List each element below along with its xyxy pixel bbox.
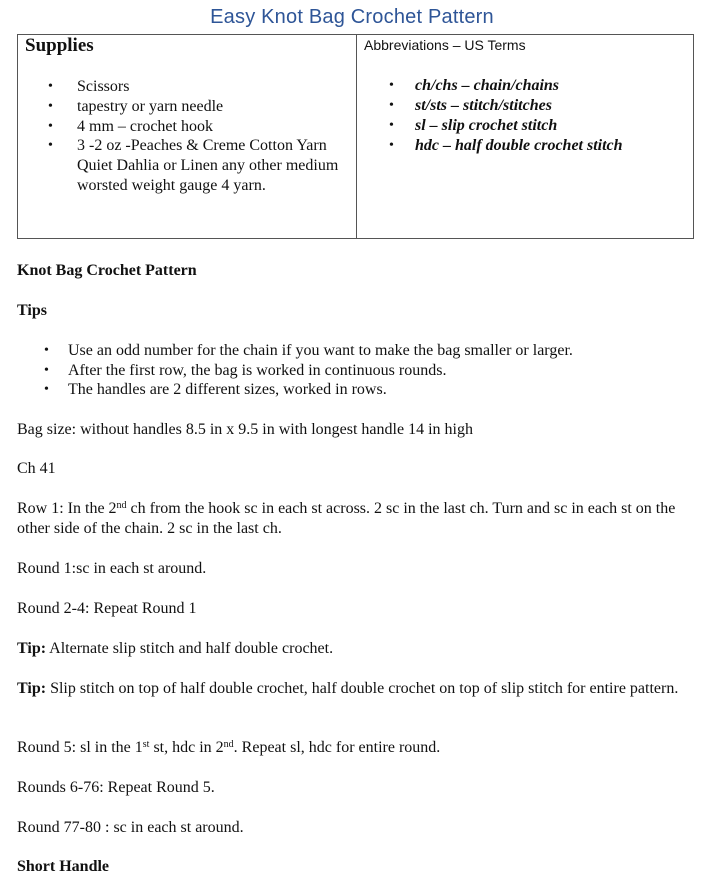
list-item: • 4 mm – crochet hook	[48, 117, 348, 137]
rounds-6-76-instruction: Rounds 6-76: Repeat Round 5.	[17, 779, 215, 796]
row-1-instruction	[17, 499, 689, 539]
list-item: • The handles are 2 different sizes, worked in rows.	[44, 380, 573, 400]
round-2-4-instruction: Round 2-4: Repeat Round 1	[17, 600, 197, 617]
tip-alternate	[17, 639, 689, 659]
round-5-part-2: st, hdc in 2	[149, 739, 224, 756]
abbreviations-cell	[357, 35, 693, 238]
tip-text: Alternate slip stitch and half double crochet.	[46, 640, 334, 657]
supplies-heading: Supplies	[25, 35, 94, 56]
tips-heading: Tips	[17, 302, 47, 319]
chain-count-text: Ch 41	[17, 460, 56, 477]
pattern-heading: Knot Bag Crochet Pattern	[17, 262, 197, 279]
list-item: • ch/chs – chain/chains	[389, 76, 623, 96]
list-item: • hdc – half double crochet stitch	[389, 136, 623, 156]
supplies-list	[48, 77, 348, 196]
page-title: Easy Knot Bag Crochet Pattern	[210, 6, 494, 28]
tip-text: Slip stitch on top of half double crochet, half double crochet on top of slip stitch for entire pattern.	[46, 680, 679, 697]
round-1-instruction: Round 1:sc in each st around.	[17, 560, 207, 577]
list-item: • st/sts – stitch/stitches	[389, 96, 623, 116]
abbreviations-list	[389, 76, 623, 156]
list-item: • tapestry or yarn needle	[48, 97, 348, 117]
tip-label: Tip:	[17, 680, 47, 697]
tip-slip-stitch	[17, 679, 689, 699]
round-5-part-3: . Repeat sl, hdc for entire round.	[233, 739, 441, 756]
list-item: • After the first row, the bag is worked in continuous rounds.	[44, 361, 573, 381]
round-5-instruction	[17, 738, 689, 758]
round-5-superscript-1: st	[142, 739, 150, 750]
row-1-part-2: ch from the hook sc in each st across. 2 sc in the last ch. Turn and sc in each st on the other side of the chain. 2 sc in the last ch.	[17, 500, 676, 537]
row-1-superscript: nd	[116, 500, 127, 511]
round-77-80-instruction: Round 77-80 : sc in each st around.	[17, 819, 244, 836]
supplies-abbreviations-table	[17, 34, 694, 239]
list-item: • sl – slip crochet stitch	[389, 116, 623, 136]
list-item: • 3 -2 oz -Peaches & Creme Cotton Yarn Quiet Dahlia or Linen any other medium worsted weight gauge 4 yarn.	[48, 136, 348, 195]
bag-size-text: Bag size: without handles 8.5 in x 9.5 in with longest handle 14 in high	[17, 421, 473, 438]
abbreviations-heading: Abbreviations – US Terms	[364, 37, 526, 53]
list-item: • Use an odd number for the chain if you want to make the bag smaller or larger.	[44, 341, 573, 361]
tip-label: Tip:	[17, 640, 47, 657]
round-5-part-1: Round 5: sl in the 1	[17, 739, 143, 756]
supplies-cell	[18, 35, 357, 238]
short-handle-heading: Short Handle	[17, 858, 110, 875]
row-1-part-1: Row 1: In the 2	[17, 500, 117, 517]
list-item: • Scissors	[48, 77, 348, 97]
tips-list	[44, 341, 573, 400]
round-5-superscript-2: nd	[223, 739, 234, 750]
